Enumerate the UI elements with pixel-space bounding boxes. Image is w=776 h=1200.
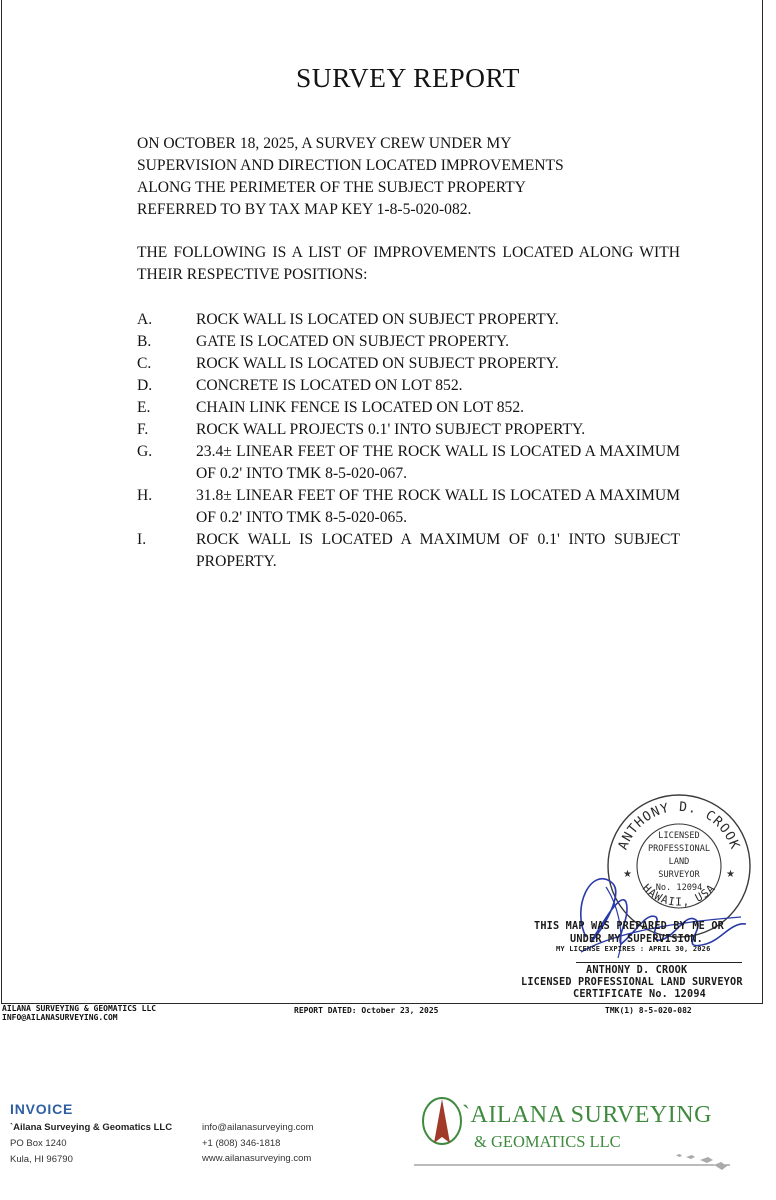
item-letter: H. — [137, 487, 153, 504]
intro-line: REFERRED TO BY TAX MAP KEY 1-8-5-020-082. — [137, 201, 472, 218]
item-letter: C. — [137, 355, 152, 372]
item-text: 23.4± LINEAR FEET OF THE ROCK WALL IS LOCATED A MAXIMUM OF 0.2' INTO TMK 8-5-020-067. — [196, 443, 680, 482]
footer-tmk: TMK(1) 8-5-020-082 — [605, 1006, 692, 1015]
invoice-address-line: PO Box 1240 — [10, 1138, 67, 1149]
seal-line: PROFESSIONAL — [647, 844, 711, 854]
signature — [566, 862, 756, 972]
item-text: CHAIN LINK FENCE IS LOCATED ON LOT 852. — [196, 399, 525, 416]
improvements-list — [137, 309, 680, 573]
item-letter: G. — [137, 443, 153, 460]
seal-bottom: HAWAII, USA — [639, 881, 719, 909]
item-letter: E. — [137, 399, 151, 416]
signature-line — [576, 962, 742, 963]
seal-line: LICENSED — [658, 831, 700, 841]
list-item — [137, 529, 680, 573]
certification-line: UNDER MY SUPERVISION. — [570, 934, 704, 945]
invoice-company: `Ailana Surveying & Geomatics LLC — [10, 1122, 173, 1133]
footer-report-date: REPORT DATED: October 23, 2025 — [294, 1006, 439, 1015]
list-item — [137, 485, 680, 529]
item-text: 31.8± LINEAR FEET OF THE ROCK WALL IS LOCATED A MAXIMUM OF 0.2' INTO TMK 8-5-020-065. — [196, 487, 680, 526]
item-text: ROCK WALL IS LOCATED A MAXIMUM OF 0.1' INTO SUBJECT PROPERTY. — [196, 531, 680, 570]
list-item — [137, 309, 680, 331]
footer-email: INFO@AILANASURVEYING.COM — [2, 1013, 118, 1022]
list-item — [137, 331, 680, 353]
invoice-phone: +1 (808) 346-1818 — [202, 1138, 281, 1149]
item-text: ROCK WALL IS LOCATED ON SUBJECT PROPERTY. — [196, 311, 559, 328]
invoice-address-line: Kula, HI 96790 — [10, 1154, 73, 1165]
invoice-website: www.ailanasurveying.com — [202, 1153, 312, 1164]
logo-subtitle: & GEOMATICS LLC — [474, 1132, 621, 1151]
list-item — [137, 419, 680, 441]
list-item — [137, 353, 680, 375]
license-expiry: MY LICENSE EXPIRES : APRIL 30, 2026 — [556, 945, 711, 953]
invoice-label: INVOICE — [10, 1101, 74, 1117]
seal-line: No. 12094 — [655, 883, 703, 893]
certificate-number: CERTIFICATE No. 12094 — [573, 989, 707, 1000]
seal-name: ANTHONY D. CROOK — [615, 799, 743, 852]
list-item — [137, 375, 680, 397]
seal-line: SURVEYOR — [658, 870, 700, 880]
item-text: ROCK WALL PROJECTS 0.1' INTO SUBJECT PROPERTY. — [196, 421, 586, 438]
list-item — [137, 441, 680, 485]
star-icon: ★ — [726, 869, 735, 880]
item-text: CONCRETE IS LOCATED ON LOT 852. — [196, 377, 463, 394]
intro-paragraph — [137, 133, 680, 221]
item-letter: B. — [137, 333, 152, 350]
item-text: ROCK WALL IS LOCATED ON SUBJECT PROPERTY. — [196, 355, 559, 372]
intro-line: ALONG THE PERIMETER OF THE SUBJECT PROPERTY — [137, 179, 526, 196]
certification-line: THIS MAP WAS PREPARED BY ME OR — [534, 921, 725, 932]
report-title: SURVEY REPORT — [296, 62, 520, 93]
item-text: GATE IS LOCATED ON SUBJECT PROPERTY. — [196, 333, 509, 350]
star-icon: ★ — [623, 869, 632, 880]
item-letter: I. — [137, 531, 147, 548]
seal-line: LAND — [668, 857, 690, 867]
item-letter: A. — [137, 311, 153, 328]
list-item — [137, 397, 680, 419]
surveyor-title: LICENSED PROFESSIONAL LAND SURVEYOR — [521, 977, 743, 988]
logo-name: `AILANA SURVEYING — [462, 1102, 712, 1128]
intro-line: SUPERVISION AND DIRECTION LOCATED IMPROVEMENTS — [137, 157, 564, 174]
item-letter: F. — [137, 421, 149, 438]
invoice-email: info@ailanasurveying.com — [202, 1122, 314, 1133]
footer-company: AILANA SURVEYING & GEOMATICS LLC — [2, 1004, 157, 1013]
item-letter: D. — [137, 377, 153, 394]
list-intro-paragraph: THE FOLLOWING IS A LIST OF IMPROVEMENTS LOCATED ALONG WITH THEIR RESPECTIVE POSITIONS: — [137, 244, 680, 283]
surveyor-name: ANTHONY D. CROOK — [586, 965, 688, 976]
intro-line: ON OCTOBER 18, 2025, A SURVEY CREW UNDER MY — [137, 135, 512, 152]
